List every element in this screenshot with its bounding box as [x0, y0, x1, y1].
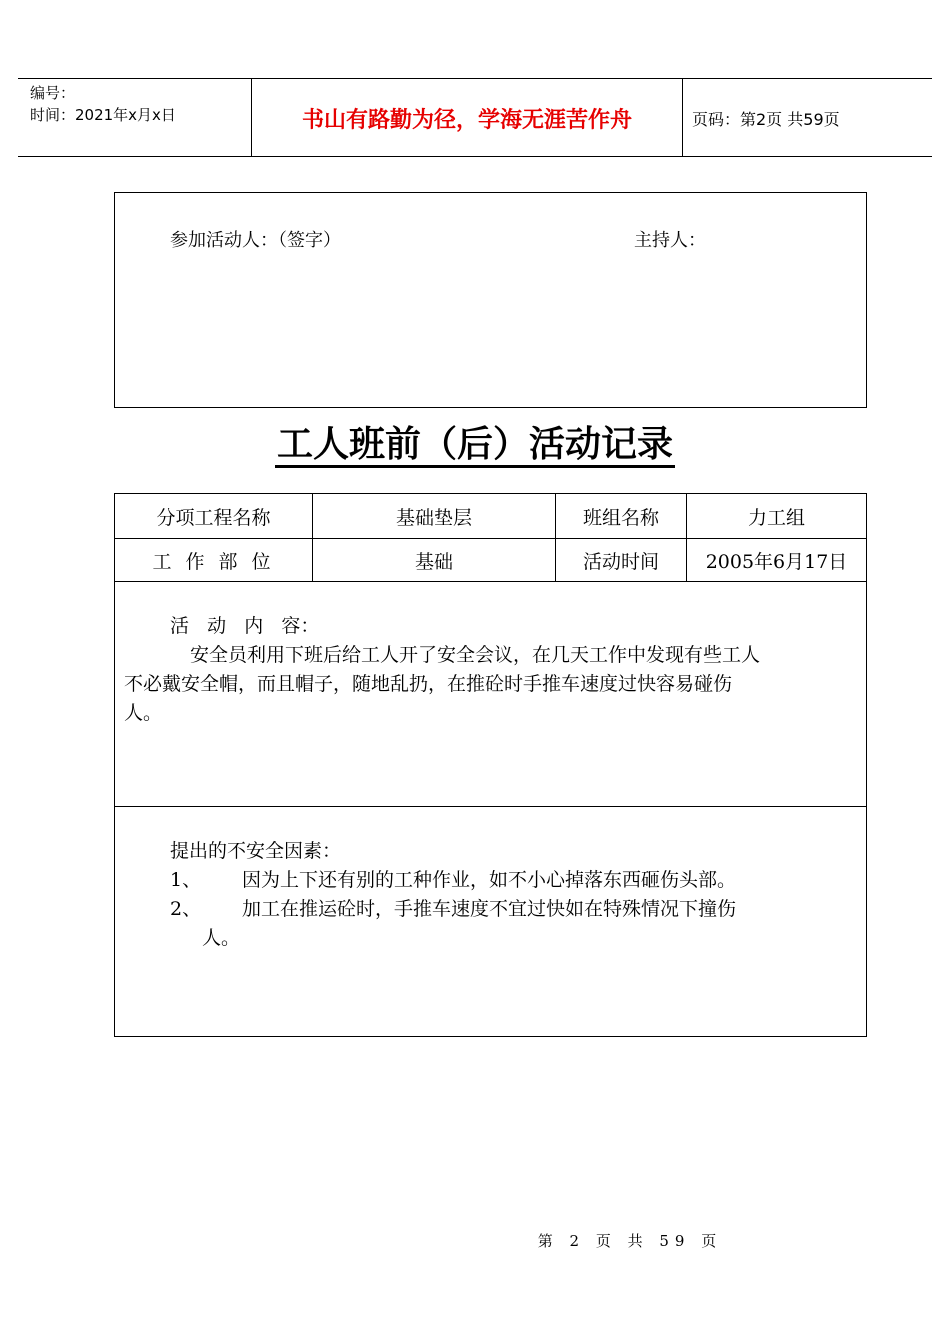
signature-box [114, 192, 867, 408]
header-time: 时间：2021年x月x日 [30, 106, 176, 124]
activity-line-3: 人。 [124, 702, 163, 724]
value-work-location: 基础 [313, 539, 556, 582]
label-work-location: 工 作 部 位 [115, 539, 313, 582]
activity-label: 活 动 内 容： [170, 615, 320, 637]
header-number: 编号： [30, 84, 76, 102]
hazard-1-text: 因为上下还有别的工种作业，如不小心掉落东西砸伤头部。 [242, 869, 737, 891]
label-team-name: 班组名称 [556, 494, 687, 539]
header-page-number: 页码：第2页 共59页 [692, 110, 840, 129]
hazards-label: 提出的不安全因素： [170, 840, 342, 862]
footer-page-number: 第 2 页 共 59 页 [537, 1232, 723, 1250]
participants-label: 参加活动人：（签字） [170, 230, 341, 251]
page-title [0, 416, 950, 467]
hazard-2-text: 加工在推运砼时，手推车速度不宜过快如在特殊情况下撞伤 [242, 898, 737, 920]
activity-line-1: 安全员利用下班后给工人开了安全会议，在几天工作中发现有些工人 [190, 644, 761, 666]
info-table [114, 493, 867, 582]
header-divider-2 [682, 78, 683, 157]
hazard-2-continuation: 人。 [202, 927, 241, 949]
activity-line-2: 不必戴安全帽，而且帽子，随地乱扔，在推砼时手推车速度过快容易碰伤 [124, 673, 733, 695]
header-top-rule [18, 78, 932, 79]
header-bottom-rule [18, 156, 932, 157]
header-meta [30, 82, 176, 126]
value-activity-time: 2005年6月17日 [687, 539, 867, 582]
hazard-1-number: 1、 [170, 869, 202, 891]
header-motto: 书山有路勤为径，学海无涯苦作舟 [301, 108, 632, 133]
value-team-name: 力工组 [687, 494, 867, 539]
label-project-name: 分项工程名称 [115, 494, 313, 539]
host-label: 主持人： [634, 230, 706, 251]
label-activity-time: 活动时间 [556, 539, 687, 582]
hazard-2-number: 2、 [170, 898, 202, 920]
page-title-text: 工人班前（后）活动记录 [275, 423, 675, 468]
value-project-name: 基础垫层 [313, 494, 556, 539]
